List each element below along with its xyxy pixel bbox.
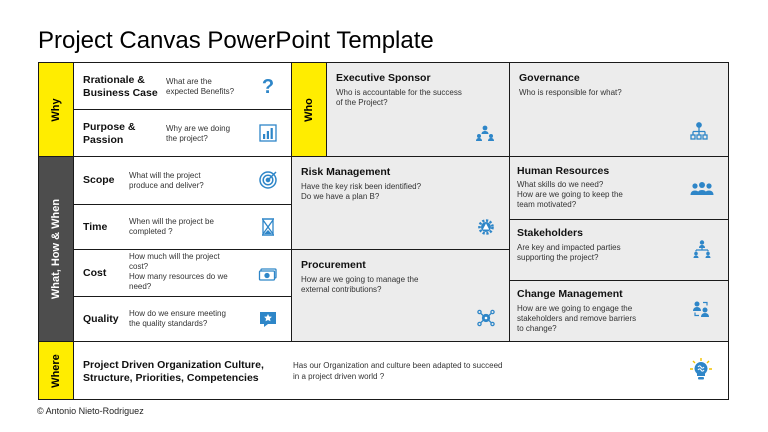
purpose-question-1: Why are we doing	[166, 124, 231, 133]
quality-title: Quality	[83, 313, 119, 325]
governance-cell[interactable]	[509, 62, 729, 157]
time-question-1: When will the project be	[129, 217, 214, 226]
cost-title: Cost	[83, 267, 107, 279]
svg-text:?: ?	[261, 76, 275, 96]
scope-cell[interactable]	[73, 156, 292, 205]
cost-question-4: need?	[129, 282, 152, 291]
where-cell[interactable]	[73, 341, 729, 400]
procurement-question-2: external contributions?	[301, 285, 382, 294]
scope-question-2: produce and deliver?	[129, 181, 204, 190]
governance-question-1: Who is responsible for what?	[519, 88, 622, 97]
money-icon	[258, 263, 278, 283]
quality-question-1: How do we ensure meeting	[129, 309, 226, 318]
risk-management-cell[interactable]	[291, 156, 510, 250]
band-what-label: What, How & When	[50, 198, 62, 300]
change-management-question-3: to change?	[517, 324, 557, 333]
human-resources-cell[interactable]	[509, 156, 729, 220]
where-question-2: in a project driven world ?	[293, 372, 385, 381]
procurement-cell[interactable]	[291, 249, 510, 342]
change-management-cell[interactable]	[509, 280, 729, 342]
band-where	[38, 341, 74, 400]
purpose-cell[interactable]	[73, 109, 292, 157]
scope-title: Scope	[83, 174, 115, 186]
quality-question-2: the quality standards?	[129, 319, 208, 328]
human-resources-question-3: team motivated?	[517, 200, 577, 209]
hourglass-icon	[258, 217, 278, 237]
cost-question-2: cost?	[129, 262, 149, 271]
human-resources-question-1: What skills do we need?	[517, 180, 604, 189]
human-resources-question-2: How are we going to keep the	[517, 190, 623, 199]
stakeholders-question-2: supporting the project?	[517, 253, 599, 262]
where-title-1: Project Driven Organization Culture,	[83, 359, 264, 371]
executive-sponsor-question-1: Who is accountable for the success	[336, 88, 462, 97]
executive-sponsor-cell[interactable]	[326, 62, 510, 157]
rationale-title-1: Rrationale &	[83, 74, 145, 86]
procurement-question-1: How are we going to manage the	[301, 275, 419, 284]
target-icon	[258, 170, 278, 190]
executive-sponsor-title: Executive Sponsor	[336, 72, 431, 84]
change-management-question-1: How are we going to engage the	[517, 304, 633, 313]
procurement-title: Procurement	[301, 259, 366, 271]
bar-chart-icon	[258, 123, 278, 143]
band-where-label: Where	[50, 353, 62, 388]
risk-management-title: Risk Management	[301, 166, 391, 178]
copyright-notice: © Antonio Nieto-Rodriguez	[37, 406, 144, 416]
time-question-2: completed ?	[129, 227, 173, 236]
purpose-question-2: the project?	[166, 134, 208, 143]
gear-warning-icon	[476, 217, 496, 237]
lightbulb-brain-icon	[689, 357, 713, 381]
rationale-title-2: Business Case	[83, 87, 158, 99]
risk-management-question-1: Have the key risk been identified?	[301, 182, 422, 191]
gear-cluster-icon	[476, 308, 496, 328]
human-resources-title: Human Resources	[517, 165, 610, 177]
stakeholders-title: Stakeholders	[517, 227, 583, 239]
risk-management-question-2: Do we have a plan B?	[301, 192, 380, 201]
time-title: Time	[83, 221, 108, 233]
slide-title: Project Canvas PowerPoint Template	[38, 27, 434, 54]
band-why-label: Why	[50, 97, 62, 122]
where-title-2: Structure, Priorities, Competencies	[83, 372, 259, 384]
org-structure-icon	[689, 121, 709, 141]
change-management-question-2: stakeholders and remove barriers	[517, 314, 637, 323]
star-badge-icon	[258, 309, 278, 329]
purpose-title-1: Purpose &	[83, 121, 136, 133]
people-group-icon	[689, 179, 715, 199]
cost-cell[interactable]	[73, 249, 292, 297]
team-network-icon	[475, 123, 495, 143]
cost-question-1: How much will the project	[129, 252, 220, 261]
rationale-question-1: What are the	[166, 77, 212, 86]
stakeholders-cell[interactable]	[509, 219, 729, 281]
cost-question-3: How many resources do we	[129, 272, 228, 281]
purpose-title-2: Passion	[83, 134, 124, 146]
governance-title: Governance	[519, 72, 580, 84]
where-question-1: Has our Organization and culture been adapted to succeed	[293, 361, 503, 370]
band-why	[38, 62, 74, 157]
band-who-label: Who	[303, 97, 315, 122]
scope-question-1: What will the project	[129, 171, 201, 180]
executive-sponsor-question-2: of the Project?	[336, 98, 388, 107]
stakeholders-question-1: Are key and impacted parties	[517, 243, 621, 252]
person-exchange-icon	[691, 299, 711, 319]
question-mark-icon	[258, 76, 278, 96]
band-who	[291, 62, 327, 157]
hierarchy-icon	[692, 239, 712, 259]
rationale-question-2: expected Benefits?	[166, 87, 235, 96]
rationale-cell[interactable]	[73, 62, 292, 110]
quality-cell[interactable]	[73, 296, 292, 342]
change-management-title: Change Management	[517, 288, 623, 300]
time-cell[interactable]	[73, 204, 292, 250]
band-what-how-when	[38, 156, 74, 342]
